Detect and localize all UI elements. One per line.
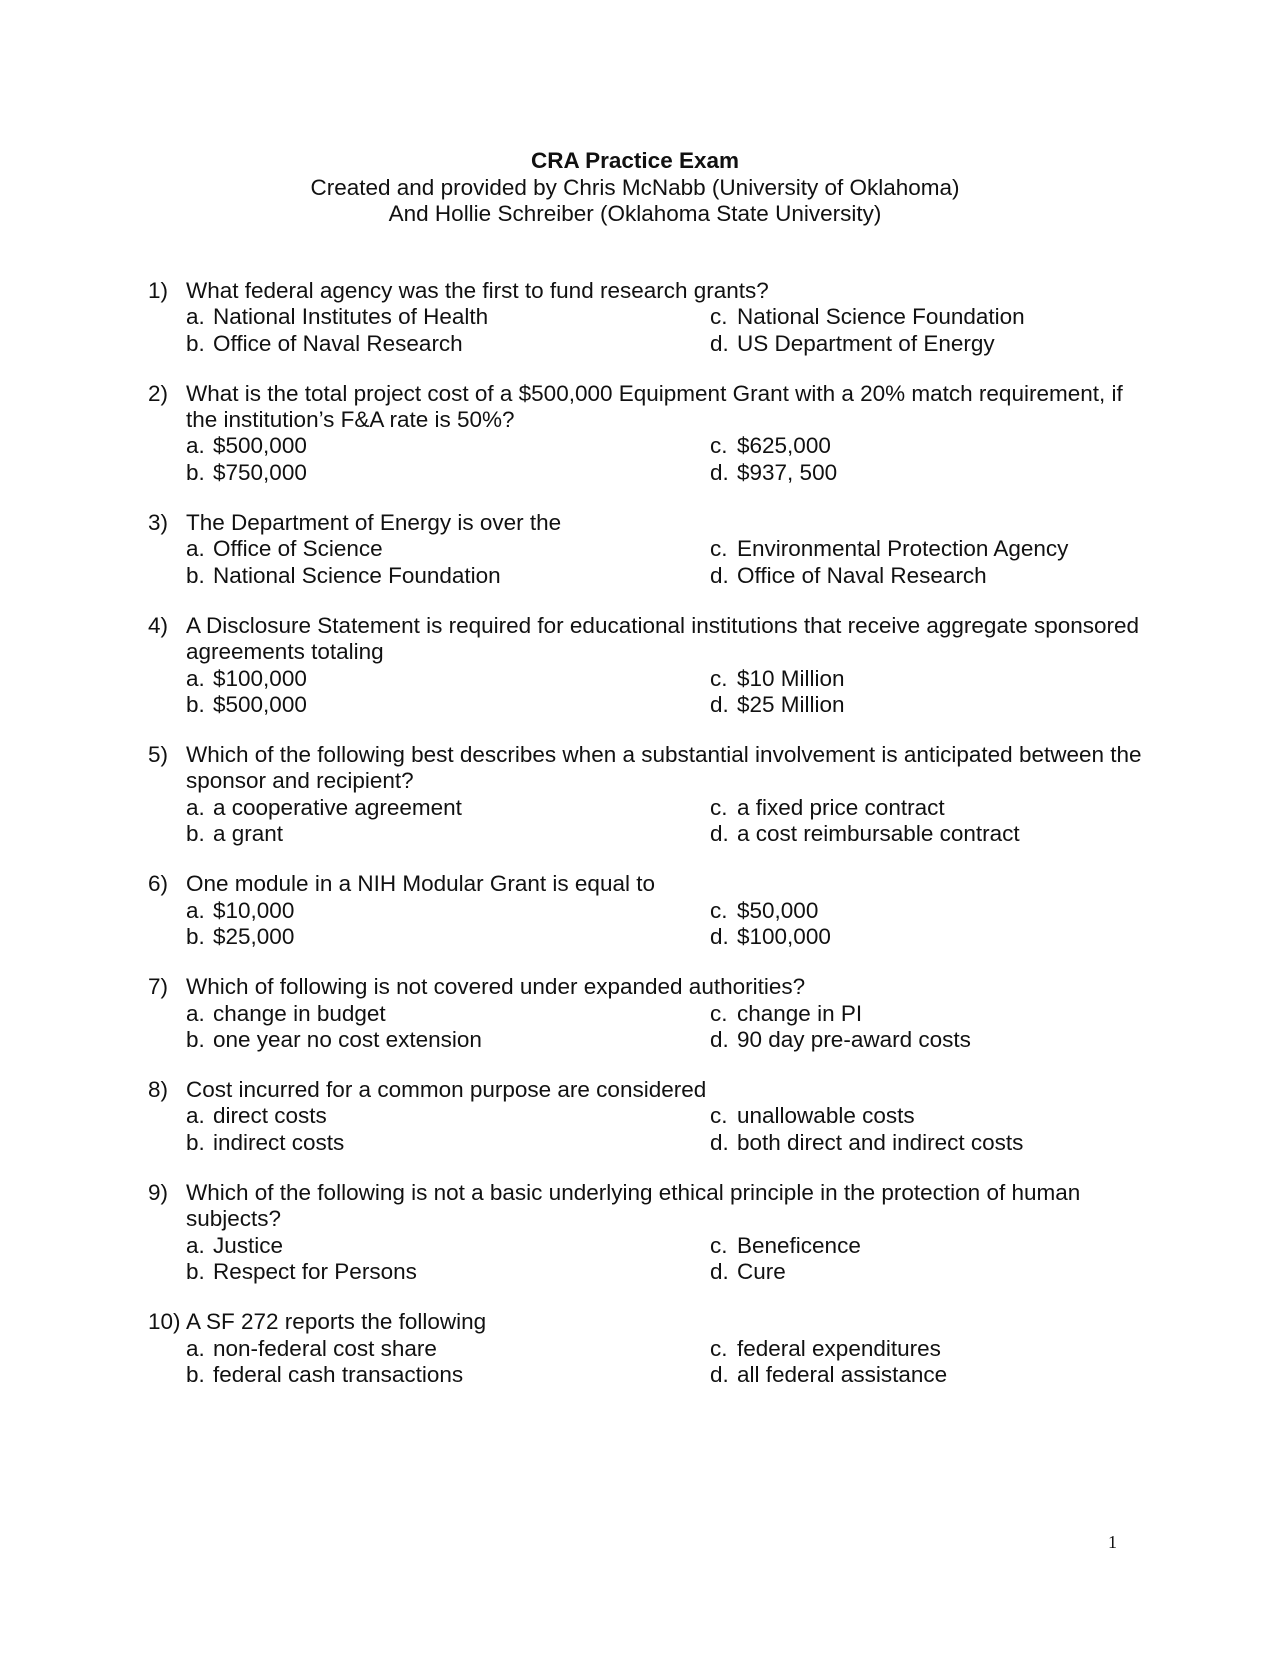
question-stem	[148, 278, 1148, 304]
answer-option	[710, 1103, 1150, 1129]
option-letter: a.	[186, 1103, 205, 1129]
question-text: A Disclosure Statement is required for educational institutions that receive aggregate sponsored agreements totaling	[186, 612, 1140, 665]
option-letter: d.	[710, 330, 729, 356]
option-letter: a.	[186, 1232, 205, 1258]
option-text: $25 Million	[737, 691, 845, 717]
question-text: The Department of Energy is over the	[186, 510, 562, 536]
option-letter: d.	[710, 562, 729, 588]
option-text: Justice	[213, 1232, 284, 1258]
option-letter: b.	[186, 330, 205, 356]
answer-option	[710, 331, 1150, 357]
option-text: non-federal cost share	[213, 1335, 437, 1361]
answer-options	[186, 898, 1148, 951]
answer-option	[186, 666, 710, 692]
question-item	[148, 1077, 1148, 1156]
page-number: 1	[1108, 1532, 1117, 1552]
question-item	[148, 510, 1148, 589]
answer-option	[710, 563, 1150, 589]
question-number: 5)	[148, 742, 169, 768]
question-text: What is the total project cost of a $500,000 Equipment Grant with a 20% match requirement, if the institution’s F&A rate is 50%?	[186, 380, 1123, 433]
answer-option	[186, 331, 710, 357]
option-text: $500,000	[213, 691, 307, 717]
question-text: A SF 272 reports the following	[186, 1309, 487, 1335]
answer-option	[710, 692, 1150, 718]
author-line-2: And Hollie Schreiber (Oklahoma State University)	[388, 201, 882, 226]
option-letter: a.	[186, 1335, 205, 1361]
question-number: 8)	[148, 1077, 169, 1103]
question-item	[148, 1309, 1148, 1388]
answer-option	[186, 536, 710, 562]
option-letter: b.	[186, 459, 205, 485]
option-text: change in PI	[737, 1000, 863, 1026]
option-letter: c.	[710, 1335, 728, 1361]
option-letter: d.	[710, 1361, 729, 1387]
answer-option	[186, 1233, 710, 1259]
question-number: 7)	[148, 974, 169, 1000]
option-text: indirect costs	[213, 1129, 345, 1155]
option-text: change in budget	[213, 1000, 386, 1026]
option-text: a grant	[213, 821, 284, 847]
option-text: 90 day pre-award costs	[737, 1026, 971, 1052]
option-letter: a.	[186, 794, 205, 820]
answer-option	[710, 1233, 1150, 1259]
answer-option	[710, 1027, 1150, 1053]
option-letter: c.	[710, 304, 728, 330]
answer-option	[186, 1001, 710, 1027]
option-text: $500,000	[213, 433, 307, 459]
option-text: both direct and indirect costs	[737, 1129, 1024, 1155]
option-text: a cost reimbursable contract	[737, 821, 1020, 847]
option-text: a fixed price contract	[737, 794, 945, 820]
question-text: Cost incurred for a common purpose are considered	[186, 1077, 707, 1103]
option-text: Office of Naval Research	[737, 562, 987, 588]
question-stem	[148, 510, 1148, 536]
question-item	[148, 974, 1148, 1053]
question-text: What federal agency was the first to fund research grants?	[186, 278, 769, 303]
question-stem	[148, 613, 1148, 666]
document-header	[0, 148, 1270, 228]
answer-option	[710, 433, 1150, 459]
option-text: one year no cost extension	[213, 1026, 482, 1052]
answer-option	[186, 1103, 710, 1129]
question-number: 3)	[148, 510, 169, 536]
question-text: Which of the following is not a basic underlying ethical principle in the protection of human subjects?	[186, 1180, 1081, 1232]
question-item	[148, 278, 1148, 357]
answer-options	[186, 666, 1148, 719]
question-number: 2)	[148, 380, 169, 406]
option-letter: b.	[186, 1361, 205, 1387]
answer-option	[186, 795, 710, 821]
question-number: 10)	[148, 1309, 181, 1335]
option-letter: d.	[710, 821, 729, 847]
option-text: $625,000	[737, 433, 831, 459]
option-text: $10,000	[213, 897, 295, 923]
option-letter: c.	[710, 794, 728, 820]
answer-option	[710, 898, 1150, 924]
option-letter: c.	[710, 536, 728, 562]
answer-option	[186, 433, 710, 459]
document-title: CRA Practice Exam	[530, 148, 739, 173]
answer-options	[186, 433, 1148, 486]
answer-option	[186, 1130, 710, 1156]
answer-option	[186, 1336, 710, 1362]
question-text: Which of following is not covered under expanded authorities?	[186, 974, 806, 1000]
answer-options	[186, 536, 1148, 589]
question-stem	[148, 742, 1148, 795]
question-number: 4)	[148, 612, 169, 638]
option-letter: a.	[186, 665, 205, 691]
option-letter: d.	[710, 1026, 729, 1052]
question-stem	[148, 871, 1148, 897]
answer-option	[186, 1362, 710, 1388]
answer-option	[710, 1130, 1150, 1156]
question-item	[148, 742, 1148, 847]
option-text: a cooperative agreement	[213, 794, 462, 820]
question-text: Which of the following best describes when a substantial involvement is anticipated between the sponsor and recipient?	[186, 742, 1142, 794]
option-text: all federal assistance	[737, 1361, 948, 1387]
answer-option	[710, 1336, 1150, 1362]
option-text: federal cash transactions	[213, 1361, 464, 1387]
option-text: $937, 500	[737, 459, 838, 485]
question-item	[148, 613, 1148, 718]
option-text: direct costs	[213, 1103, 327, 1129]
option-letter: c.	[710, 897, 728, 923]
option-text: $100,000	[213, 665, 307, 691]
question-number: 9)	[148, 1180, 169, 1206]
option-text: $10 Million	[737, 665, 845, 691]
answer-option	[186, 692, 710, 718]
option-letter: b.	[186, 1258, 205, 1284]
question-number: 6)	[148, 871, 169, 897]
option-letter: a.	[186, 897, 205, 923]
answer-option	[710, 304, 1150, 330]
answer-option	[710, 924, 1150, 950]
answer-option	[710, 1259, 1150, 1285]
option-text: Office of Naval Research	[213, 330, 463, 356]
answer-options	[186, 1233, 1148, 1286]
option-letter: d.	[710, 1258, 729, 1284]
option-text: Environmental Protection Agency	[737, 536, 1069, 562]
answer-options	[186, 1001, 1148, 1054]
question-stem	[148, 381, 1148, 434]
option-letter: b.	[186, 691, 205, 717]
option-letter: a.	[186, 433, 205, 459]
answer-option	[710, 1362, 1150, 1388]
option-text: $25,000	[213, 923, 295, 949]
answer-option	[710, 1001, 1150, 1027]
answer-option	[186, 460, 710, 486]
option-text: $100,000	[737, 923, 831, 949]
option-letter: b.	[186, 821, 205, 847]
option-letter: a.	[186, 1000, 205, 1026]
answer-option	[186, 821, 710, 847]
answer-option	[710, 460, 1150, 486]
option-letter: d.	[710, 1129, 729, 1155]
option-text: unallowable costs	[737, 1103, 915, 1129]
question-stem	[148, 974, 1148, 1000]
option-letter: d.	[710, 691, 729, 717]
question-list	[148, 278, 1148, 1412]
answer-option	[710, 821, 1150, 847]
option-letter: c.	[710, 1103, 728, 1129]
question-text: One module in a NIH Modular Grant is equal to	[186, 871, 655, 897]
question-stem	[148, 1309, 1148, 1335]
option-letter: b.	[186, 562, 205, 588]
option-text: $750,000	[213, 459, 307, 485]
question-item	[148, 1180, 1148, 1285]
option-text: National Science Foundation	[213, 562, 501, 588]
option-letter: a.	[186, 536, 205, 562]
answer-option	[186, 1027, 710, 1053]
answer-options	[186, 795, 1148, 848]
answer-options	[186, 1336, 1148, 1389]
option-letter: b.	[186, 1129, 205, 1155]
answer-options	[186, 304, 1148, 357]
option-letter: b.	[186, 1026, 205, 1052]
answer-option	[186, 924, 710, 950]
option-text: Respect for Persons	[213, 1258, 417, 1284]
option-letter: d.	[710, 459, 729, 485]
option-text: federal expenditures	[737, 1335, 941, 1361]
option-letter: c.	[710, 1232, 728, 1258]
author-line-1: Created and provided by Chris McNabb (University of Oklahoma)	[310, 174, 960, 200]
option-letter: c.	[710, 433, 728, 459]
option-letter: c.	[710, 1000, 728, 1026]
option-text: Beneficence	[737, 1232, 861, 1258]
answer-option	[710, 536, 1150, 562]
option-text: Cure	[737, 1258, 786, 1284]
answer-option	[186, 1259, 710, 1285]
option-text: National Science Foundation	[737, 304, 1025, 330]
option-text: Office of Science	[213, 536, 383, 562]
option-letter: c.	[710, 665, 728, 691]
option-letter: b.	[186, 923, 205, 949]
option-letter: a.	[186, 304, 205, 330]
option-text: National Institutes of Health	[213, 304, 489, 330]
option-letter: d.	[710, 923, 729, 949]
question-item	[148, 871, 1148, 950]
answer-option	[710, 795, 1150, 821]
answer-option	[186, 898, 710, 924]
option-text: $50,000	[737, 897, 819, 923]
question-item	[148, 381, 1148, 486]
answer-option	[710, 666, 1150, 692]
option-text: US Department of Energy	[737, 330, 995, 356]
answer-options	[186, 1103, 1148, 1156]
question-stem	[148, 1180, 1148, 1233]
answer-option	[186, 304, 710, 330]
question-number: 1)	[148, 278, 169, 303]
question-stem	[148, 1077, 1148, 1103]
answer-option	[186, 563, 710, 589]
